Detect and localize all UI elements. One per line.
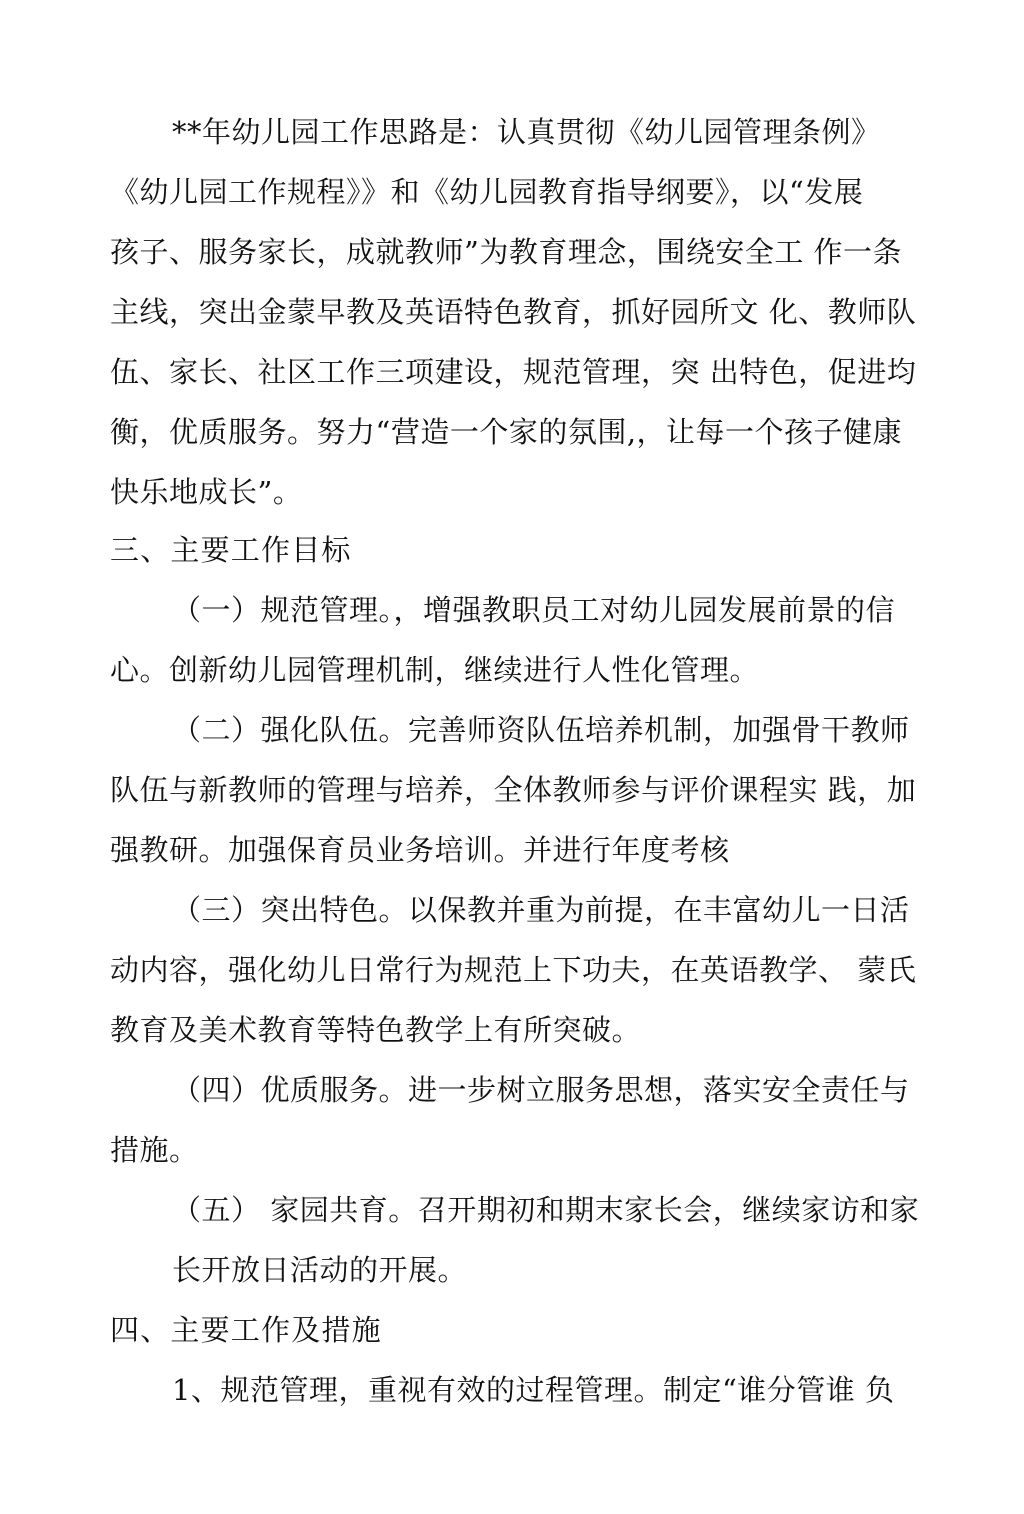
paragraph-line: 主线，突出金蒙早教及英语特色教育，抓好园所文 化、教师队 — [110, 295, 917, 329]
paragraph-line: 措施。 — [110, 1133, 199, 1167]
paragraph-line: 教育及美术教育等特色教学上有所突破。 — [110, 1013, 642, 1047]
paragraph-line: 快乐地成长”。 — [110, 475, 303, 509]
paragraph-line: 长开放日活动的开展。 — [172, 1253, 468, 1287]
section-heading: 三、主要工作目标 — [110, 533, 352, 567]
paragraph-line: 孩子、服务家长，成就教师”为教育理念，围绕安全工 作一条 — [110, 235, 903, 269]
paragraph-line: 心。创新幼儿园管理机制，继续进行人性化管理。 — [110, 653, 760, 687]
paragraph-line: （一）规范管理。，增强教职员工对幼儿园发展前景的信 — [172, 593, 896, 627]
paragraph-line: 强教研。加强保育员业务培训。并进行年度考核 — [110, 833, 730, 867]
paragraph-line: 衡，优质服务。努力“营造一个家的氛围,，让每一个孩子健康 — [110, 415, 903, 449]
paragraph-line: （三）突出特色。以保教并重为前提，在丰富幼儿一日活 — [172, 893, 910, 927]
paragraph-line: （五） 家园共育。召开期初和期末家长会，继续家访和家 — [172, 1193, 920, 1227]
paragraph-line: 1、规范管理，重视有效的过程管理。制定“谁分管谁 负 — [172, 1373, 895, 1407]
paragraph-line: （四）优质服务。进一步树立服务思想，落实安全责任与 — [172, 1073, 910, 1107]
paragraph-line: 《幼儿园工作规程》》和《幼儿园教育指导纲要》，以“发展 — [110, 175, 864, 209]
paragraph-line: （二）强化队伍。完善师资队伍培养机制，加强骨干教师 — [172, 713, 910, 747]
paragraph-line: 动内容，强化幼儿日常行为规范上下功夫，在英语教学、 蒙氏 — [110, 953, 917, 987]
section-heading: 四、主要工作及措施 — [110, 1313, 382, 1347]
paragraph-line: 队伍与新教师的管理与培养，全体教师参与评价课程实 践，加 — [110, 773, 917, 807]
paragraph-line: 伍、家长、社区工作三项建设，规范管理，突 出特色，促进均 — [110, 355, 917, 389]
paragraph-line: **年幼儿园工作思路是：认真贯彻《幼儿园管理条例》 — [172, 115, 881, 149]
